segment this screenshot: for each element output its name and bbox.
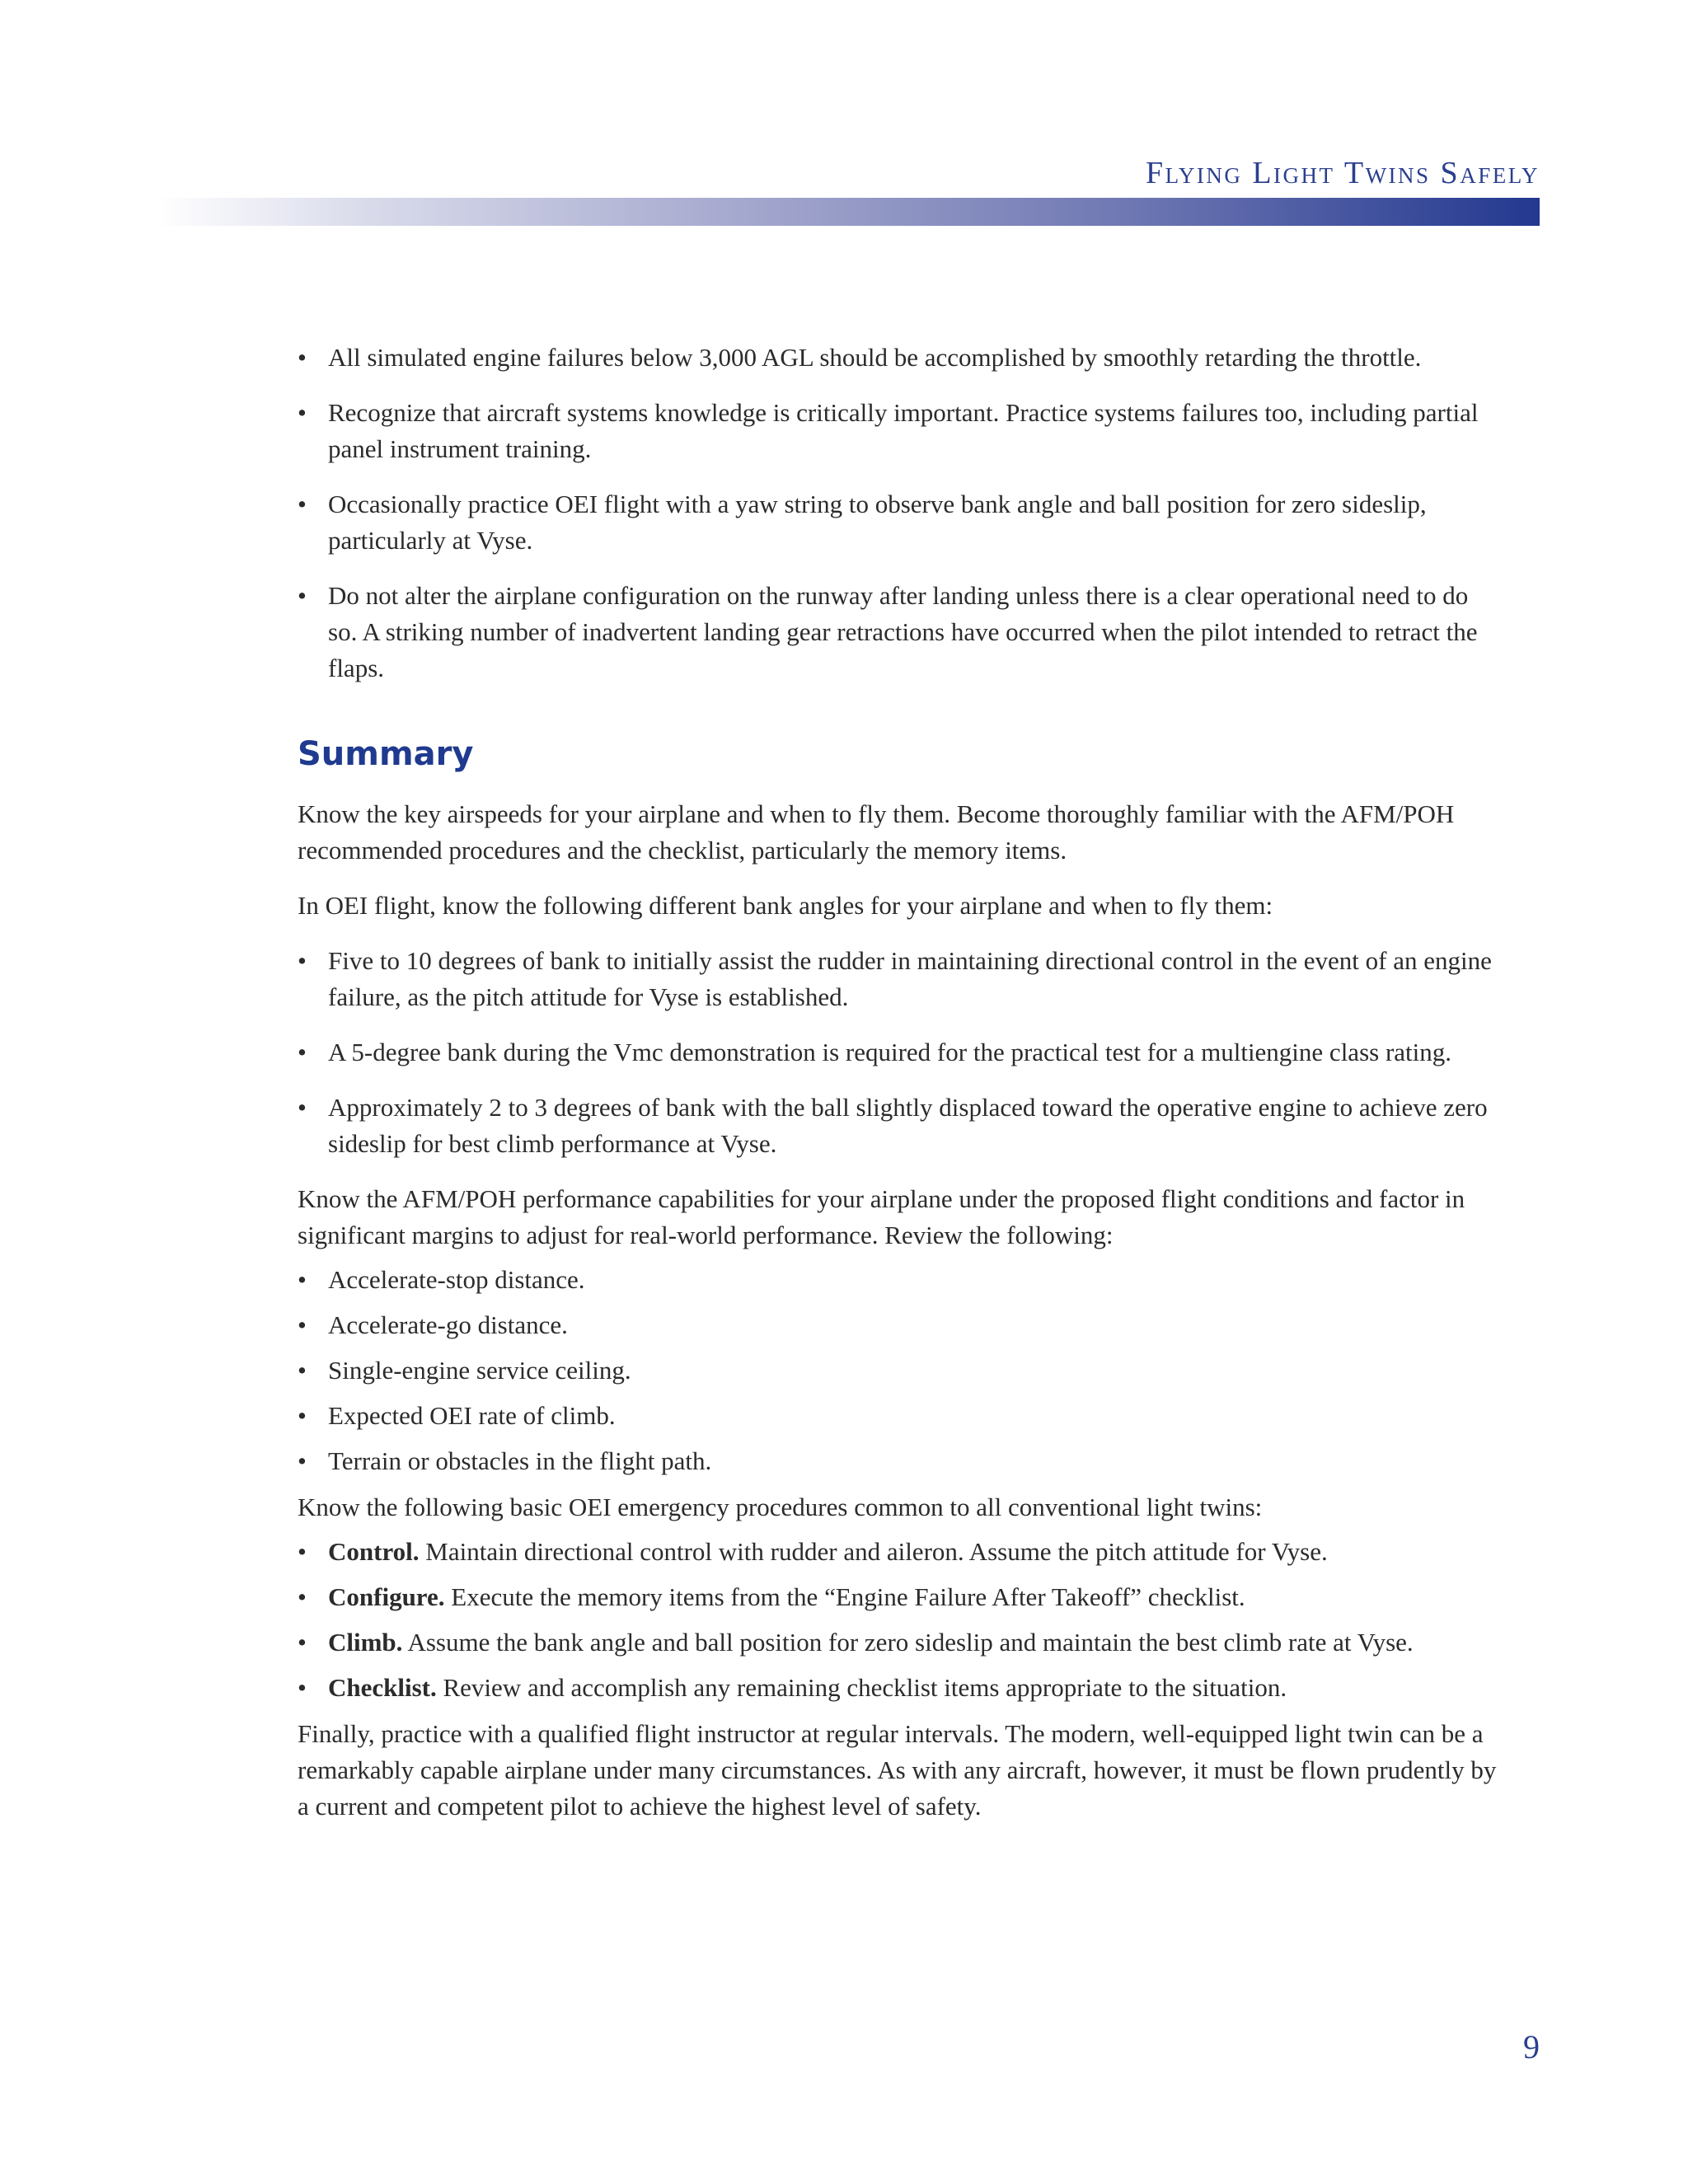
closing-paragraph: Finally, practice with a qualified flight instructor at regular intervals. The modern, well-equipped light twin can be a remarkably capable airplane under many circumstances. As with any aircraft, however, it must be flown prudently by a current and competent pilot to achieve the highest level of safety.: [298, 1719, 1497, 1821]
procedure-term: Configure.: [328, 1582, 445, 1611]
procedure-term: Checklist.: [328, 1673, 437, 1702]
bank-angles-list: [298, 943, 1501, 1162]
list-item: • Accelerate-go distance.: [298, 1307, 1501, 1343]
list-item: • Occasionally practice OEI flight with a yaw string to observe bank angle and ball position for zero sideslip, particularly at Vyse.: [298, 486, 1501, 559]
list-item: [298, 1534, 1501, 1570]
list-item: [298, 1670, 1501, 1706]
section-heading-summary: Summary: [298, 735, 474, 773]
list-item: • Recognize that aircraft systems knowledge is critically important. Practice systems failures too, including partial panel instrument training.: [298, 395, 1501, 467]
list-item: • Five to 10 degrees of bank to initially assist the rudder in maintaining directional control in the event of an engine failure, as the pitch attitude for Vyse is established.: [298, 943, 1501, 1015]
performance-intro-paragraph: Know the AFM/POH performance capabilities for your airplane under the proposed flight conditions and factor in significant margins to adjust for real-world performance. Review the following:: [298, 1184, 1465, 1249]
list-item: • Approximately 2 to 3 degrees of bank with the ball slightly displaced toward the operative engine to achieve zero sideslip for best climb performance at Vyse.: [298, 1090, 1501, 1162]
page-number: 9: [1523, 2028, 1540, 2065]
procedure-term: Climb.: [328, 1628, 403, 1657]
header-gradient-bar: [157, 198, 1540, 226]
list-item: • Do not alter the airplane configuration on the runway after landing unless there is a clear operational need to do so. A striking number of inadvertent landing gear retractions have occurred when the pilot intended to retract the flaps.: [298, 578, 1501, 687]
running-header-title: Flying Light Twins Safely: [1145, 156, 1540, 190]
procedures-list: [298, 1534, 1501, 1706]
list-item: • Single-engine service ceiling.: [298, 1352, 1501, 1389]
performance-list: [298, 1262, 1501, 1479]
procedure-term: Control.: [328, 1537, 420, 1566]
procedure-text: Assume the bank angle and ball position for zero sideslip and maintain the best climb rate at Vyse.: [402, 1628, 1414, 1657]
procedure-text: Review and accomplish any remaining checklist items appropriate to the situation.: [436, 1673, 1287, 1702]
list-item: • A 5-degree bank during the Vmc demonstration is required for the practical test for a multiengine class rating.: [298, 1034, 1501, 1071]
procedures-intro-paragraph: Know the following basic OEI emergency procedures common to all conventional light twins:: [298, 1493, 1263, 1521]
page-body: [298, 340, 1501, 1844]
list-item: [298, 1624, 1501, 1661]
bank-angles-intro-paragraph: In OEI flight, know the following different bank angles for your airplane and when to fly them:: [298, 891, 1273, 920]
tips-list: [298, 340, 1501, 687]
list-item: • All simulated engine failures below 3,000 AGL should be accomplished by smoothly retarding the throttle.: [298, 340, 1501, 376]
list-item: • Accelerate-stop distance.: [298, 1262, 1501, 1298]
summary-intro-paragraph: Know the key airspeeds for your airplane and when to fly them. Become thoroughly familiar with the AFM/POH recommended procedures and the checklist, particularly the memory items.: [298, 799, 1455, 865]
procedure-text: Maintain directional control with rudder and aileron. Assume the pitch attitude for Vyse.: [419, 1537, 1328, 1566]
list-item: • Expected OEI rate of climb.: [298, 1398, 1501, 1434]
list-item: [298, 1579, 1501, 1615]
procedure-text: Execute the memory items from the “Engine Failure After Takeoff” checklist.: [444, 1582, 1245, 1611]
list-item: • Terrain or obstacles in the flight path.: [298, 1443, 1501, 1479]
